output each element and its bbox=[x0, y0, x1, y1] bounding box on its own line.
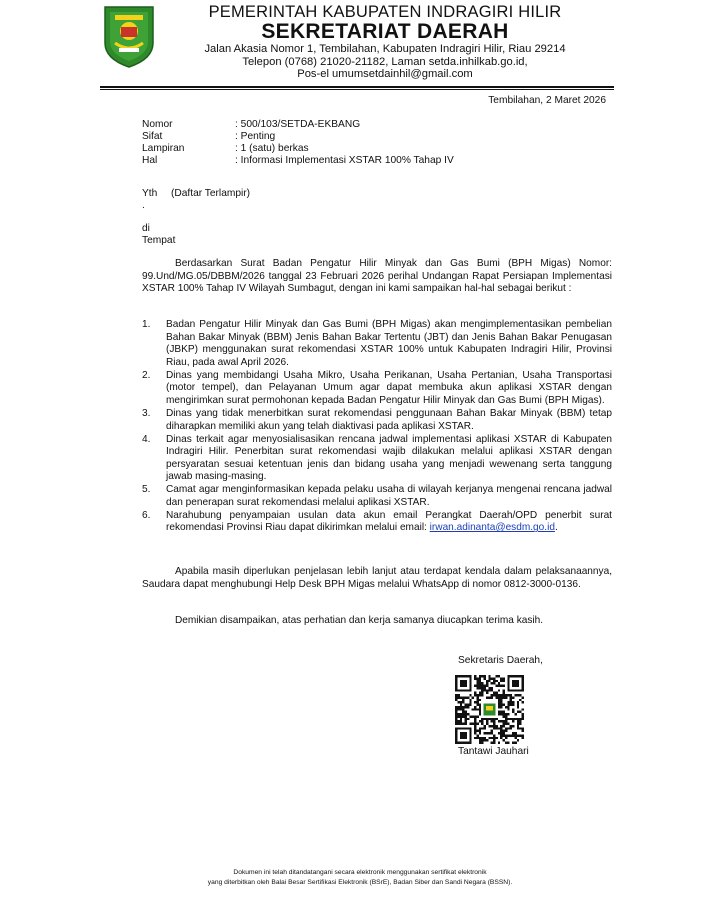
list-text: Dinas yang membidangi Usaha Mikro, Usaha Perikanan, Usaha Pertanian, Usaha Transportasi (motor tempel), dan Pelayanan Umum agar dapat membuka akun aplikasi XSTAR dengan mengirimkan surat permohonan kepada Badan Pengatur Hilir Minyak dan Gas Bumi (BPH Migas). bbox=[166, 369, 612, 406]
thanks-text: Demikian disampaikan, atas perhatian dan kerja samanya diucapkan terima kasih. bbox=[175, 615, 544, 626]
list-number: 1. bbox=[142, 319, 151, 330]
list-item bbox=[142, 408, 612, 433]
list-text: Narahubung penyampaian usulan data akun email Perangkat Daerah/OPD penerbit surat rekomendasi Provinsi Riau dapat dikirimkan melalui email: bbox=[166, 509, 612, 534]
list-item bbox=[142, 484, 612, 509]
list-text: Camat agar menginformasikan kepada pelaku usaha di wilayah kerjanya mengenai rencana jadwal dan penerapan surat rekomendasi melalui aplikasi XSTAR. bbox=[166, 484, 612, 508]
letterhead-address: Jalan Akasia Nomor 1, Tembilahan, Kabupaten Indragiri Hilir, Riau 29214 bbox=[204, 43, 566, 55]
letterhead-government: PEMERINTAH KABUPATEN INDRAGIRI HILIR bbox=[208, 3, 562, 21]
meta-label: Lampiran bbox=[142, 143, 185, 154]
list-text: Dinas terkait agar menyosialisasikan rencana jadwal implementasi aplikasi XSTAR di Kabupaten Indragiri Hilir. Penerbitan surat rekomendasi wajib dilakukan melalui aplikasi XSTAR dengan persyaratan sesuai ketentuan jenis dan bidang usaha yang menjadi wewenang serta tanggung jawab masing-masing. bbox=[166, 433, 612, 483]
list-item bbox=[142, 434, 612, 484]
list-text: Dinas yang tidak menerbitkan surat rekomendasi penggunaan Bahan Bakar Minyak (BBM) tetap diharapkan memiliki akun yang telah diaktivasi pada aplikasi XSTAR. bbox=[166, 407, 612, 432]
meta-label: Hal bbox=[142, 155, 158, 166]
intro-paragraph bbox=[142, 258, 612, 296]
letterhead-office: SEKRETARIAT DAERAH bbox=[261, 20, 509, 43]
points-list bbox=[142, 319, 612, 535]
list-text-end: . bbox=[554, 522, 558, 534]
letter-date: Tembilahan, 2 Maret 2026 bbox=[488, 95, 606, 106]
list-item bbox=[142, 370, 612, 408]
signature-title: Sekretaris Daerah, bbox=[458, 655, 543, 666]
footer-line-2: yang diterbitkan oleh Balai Besar Sertifikasi Elektronik (BSrE), Badan Siber dan Sandi Negara (BSSN). bbox=[207, 879, 513, 886]
meta-value: : 500/103/SETDA-EKBANG bbox=[235, 119, 361, 130]
closing-paragraph bbox=[142, 566, 612, 591]
list-item bbox=[142, 510, 612, 535]
recipient-place: Tempat bbox=[142, 235, 176, 246]
list-item bbox=[142, 319, 612, 369]
closing-text: Apabila masih diperlukan penjelasan lebih lanjut atau terdapat kendala dalam pelaksanaannya, Saudara dapat menghubungi Help Desk BPH Migas melalui WhatsApp di nomor 0812-3000-0136. bbox=[142, 566, 612, 590]
thanks-paragraph bbox=[142, 615, 612, 628]
recipient-di: di bbox=[142, 223, 150, 234]
footer-line-1: Dokumen ini telah ditandatangani secara elektronik menggunakan sertifikat elektronik bbox=[233, 869, 487, 876]
meta-label: Nomor bbox=[142, 119, 173, 130]
recipient-name: (Daftar Terlampir) bbox=[171, 188, 251, 199]
meta-value: : 1 (satu) berkas bbox=[235, 143, 309, 154]
recipient-salutation: Yth bbox=[142, 188, 158, 199]
list-number: 6. bbox=[142, 509, 151, 521]
signature-qr-code bbox=[455, 675, 524, 744]
signature-name: Tantawi Jauhari bbox=[458, 746, 529, 757]
list-text: Badan Pengatur Hilir Minyak dan Gas Bumi (BPH Migas) akan mengimplementasikan pembelian Bahan Bakar Minyak (BBM) Jenis Bahan Bakar Tertentu (JBT) dan Jenis Bahan Bakar Penugasan (JBKP) menggunakan surat rekomendasi XSTAR 100% untuk Kabupaten Indragiri Hilir, Provinsi Riau, pada awal April 2026. bbox=[166, 319, 612, 368]
meta-value: : Informasi Implementasi XSTAR 100% Tahap IV bbox=[235, 155, 454, 166]
letterhead-divider-thin bbox=[100, 89, 614, 90]
letterhead-email: Pos-el umumsetdainhil@gmail.com bbox=[297, 68, 473, 80]
meta-label: Sifat bbox=[142, 131, 163, 142]
intro-text: Berdasarkan Surat Badan Pengatur Hilir Minyak dan Gas Bumi (BPH Migas) Nomor: 99.Und/MG.05/DBBM/2026 tanggal 23 Februari 2026 perihal Undangan Rapat Persiapan Implementasi XSTAR 100% Tahap IV Wilayah Sumbagut, dengan ini kami sampaikan hal-hal sebagai berikut : bbox=[142, 258, 612, 294]
regency-emblem-logo bbox=[101, 3, 157, 69]
list-number: 2. bbox=[142, 369, 151, 381]
list-number: 5. bbox=[142, 484, 151, 496]
letterhead-divider-thick bbox=[100, 86, 614, 88]
contact-email-link[interactable]: irwan.adinanta@esdm.go.id bbox=[429, 522, 555, 534]
list-number: 4. bbox=[142, 433, 151, 445]
letterhead-phone: Telepon (0768) 21020-21182, Laman setda.inhilkab.go.id, bbox=[242, 56, 528, 68]
meta-value: : Penting bbox=[235, 131, 276, 142]
recipient-dot: . bbox=[142, 200, 145, 211]
list-number: 3. bbox=[142, 407, 151, 419]
